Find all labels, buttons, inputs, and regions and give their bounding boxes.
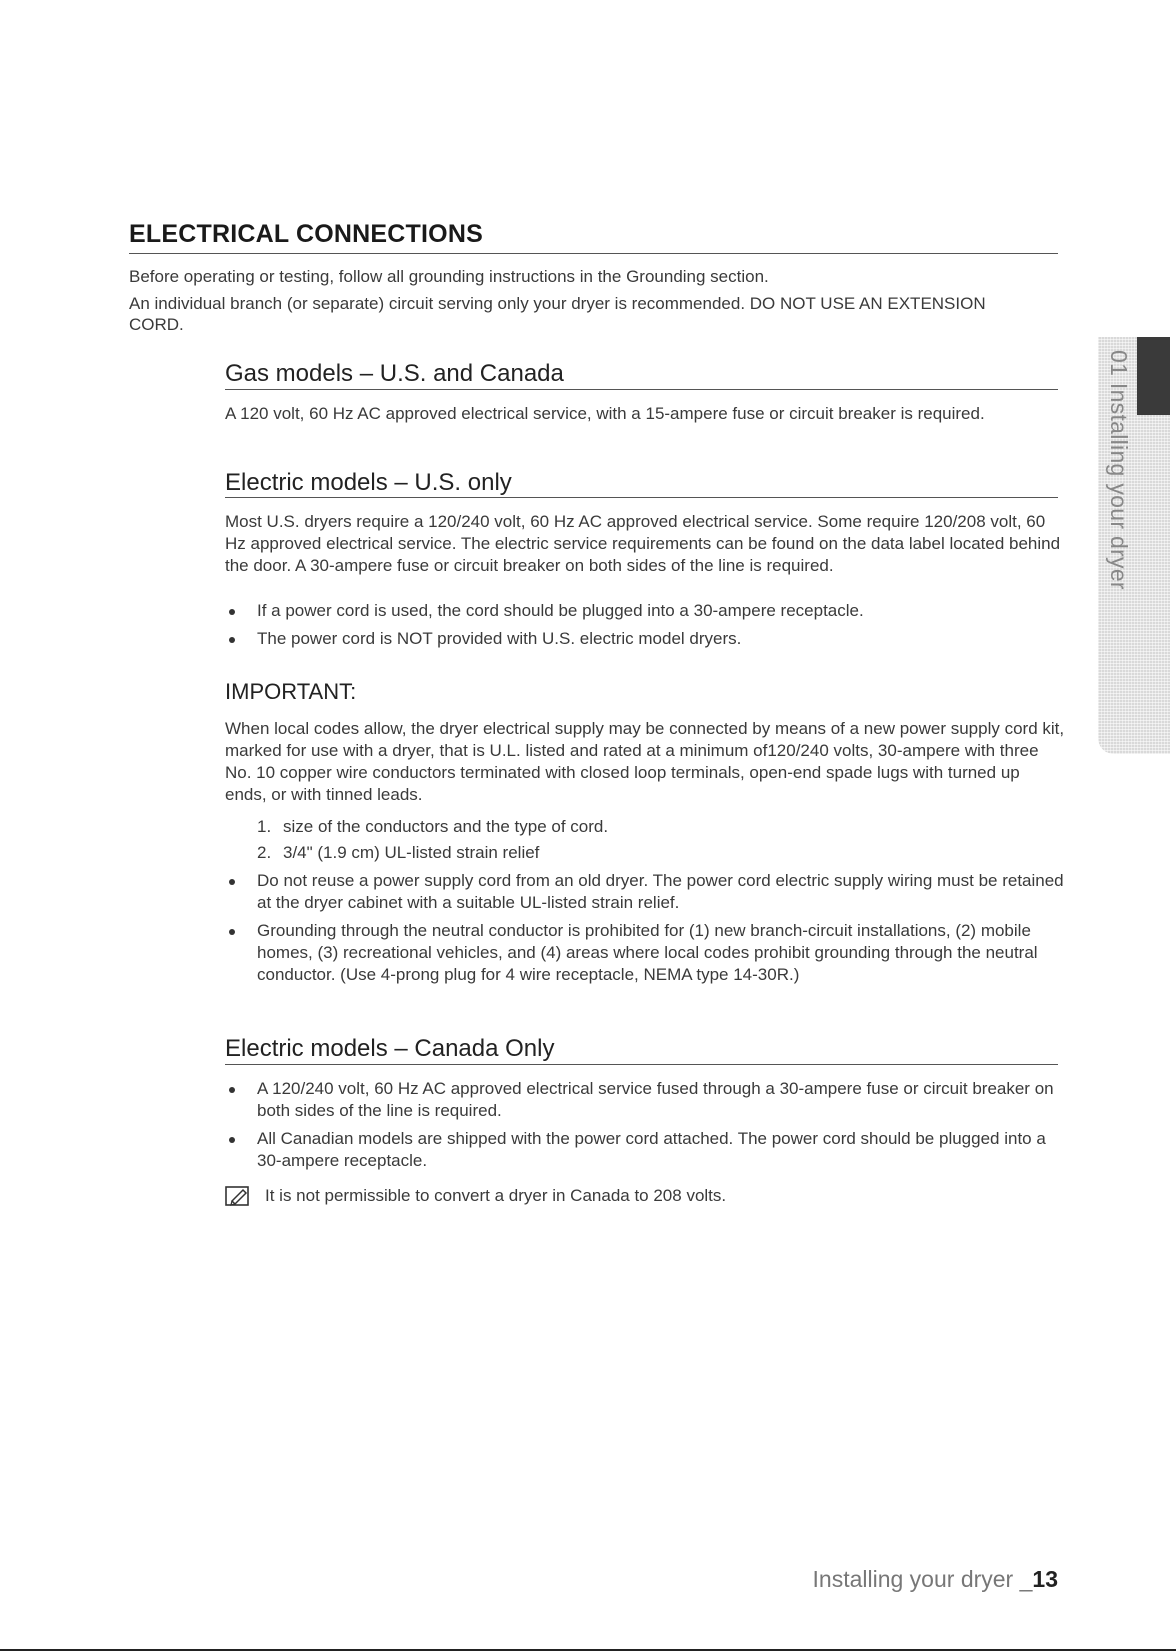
note-text: It is not permissible to convert a dryer in Canada to 208 volts.	[265, 1186, 727, 1205]
intro-paragraph-1: Before operating or testing, follow all grounding instructions in the Grounding section.	[129, 267, 769, 286]
list-item: A 120/240 volt, 60 Hz AC approved electrical service fused through a 30-ampere fuse or circuit breaker on both sides of the line is required.	[225, 1078, 1065, 1122]
electric-canada-bullets	[225, 1078, 1065, 1172]
gas-paragraph: A 120 volt, 60 Hz AC approved electrical service, with a 15-ampere fuse or circuit breaker is required.	[225, 404, 985, 423]
important-heading: IMPORTANT:	[225, 679, 357, 704]
chapter-tab-marker	[1137, 337, 1170, 415]
list-item: 1. size of the conductors and the type of cord.	[257, 817, 609, 836]
important-paragraph: When local codes allow, the dryer electrical supply may be connected by means of a new power supply cord kit, marked for use with a dryer, that is U.L. listed and rated at a minimum of120/240 volts, 30-ampere with three No. 10 copper wire conductors terminated with closed loop terminals, open-end spade lugs with turned up ends, or with tinned leads.	[225, 719, 1065, 804]
section-rule-electric-canada	[225, 1064, 1058, 1065]
page-number: 13	[1032, 1566, 1058, 1592]
important-numbered-list	[225, 814, 1065, 866]
list-item: 2. 3/4" (1.9 cm) UL-listed strain relief	[257, 843, 540, 862]
list-item: The power cord is NOT provided with U.S. electric model dryers.	[225, 628, 1065, 650]
page-footer	[813, 1566, 1058, 1593]
list-item: All Canadian models are shipped with the power cord attached. The power cord should be plugged into a 30-ampere receptacle.	[225, 1128, 1065, 1172]
note	[225, 1185, 726, 1207]
footer-label: Installing your dryer _	[812, 1566, 1033, 1592]
title-rule	[129, 253, 1058, 254]
chapter-tab-label: 01 Installing your dryer	[1106, 350, 1132, 590]
section-rule-electric-us	[225, 497, 1058, 498]
electric-us-paragraph: Most U.S. dryers require a 120/240 volt, 60 Hz AC approved electrical service. Some require 120/208 volt, 60 Hz approved electrical service. The electric service requirements can be found on the data label located behind the door. A 30-ampere fuse or circuit breaker on both sides of the line is required.	[225, 512, 1061, 575]
list-item: If a power cord is used, the cord should be plugged into a 30-ampere receptacle.	[225, 600, 1065, 622]
section-title-electric-canada: Electric models – Canada Only	[225, 1035, 555, 1062]
list-item: Do not reuse a power supply cord from an old dryer. The power cord electric supply wiring must be retained at the dryer cabinet with a suitable UL-listed strain relief.	[225, 870, 1065, 914]
section-rule-gas	[225, 389, 1058, 390]
list-item: Grounding through the neutral conductor is prohibited for (1) new branch-circuit installations, (2) mobile homes, (3) recreational vehicles, and (4) areas where local codes prohibit grounding through the neutral conductor. (Use 4-prong plug for 4 wire receptacle, NEMA type 14-30R.)	[225, 920, 1065, 986]
section-title-gas: Gas models – U.S. and Canada	[225, 360, 564, 387]
page-title: ELECTRICAL CONNECTIONS	[129, 220, 483, 248]
section-title-electric-us: Electric models – U.S. only	[225, 469, 512, 496]
important-bullets	[225, 870, 1065, 986]
note-pencil-icon	[225, 1185, 251, 1207]
electric-us-bullets	[225, 600, 1065, 650]
intro-paragraph-2: An individual branch (or separate) circuit serving only your dryer is recommended. DO NOT USE AN EXTENSION CORD.	[129, 294, 986, 334]
